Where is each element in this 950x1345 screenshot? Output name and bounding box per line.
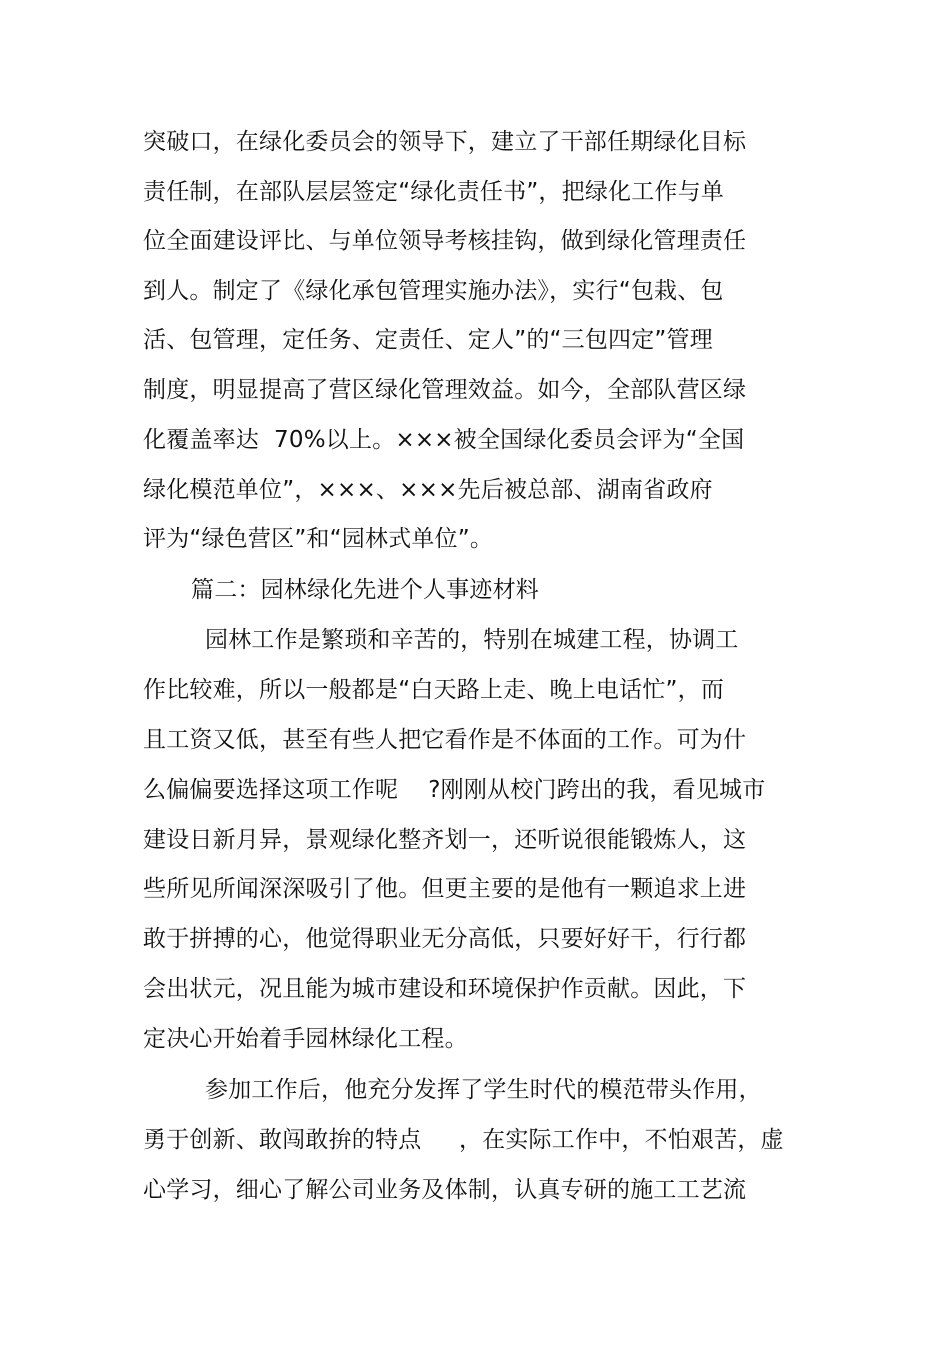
text-line: 么偏偏要选择这项工作呢 ?刚刚从校门跨出的我，看见城市	[143, 777, 766, 803]
text-line: 会出状元，况且能为城市建设和环境保护作贡献。因此，下	[143, 976, 747, 1002]
text-line: 位全面建设评比、与单位领导考核挂钩，做到绿化管理责任	[143, 228, 747, 254]
text-line: 敢于拼搏的心，他觉得职业无分高低，只要好好干，行行都	[143, 926, 747, 952]
text-line: 制度，明显提高了营区绿化管理效益。如今，全部队营区绿	[143, 377, 747, 403]
text-line: 勇于创新、敢闯敢拚的特点 ，在实际工作中，不怕艰苦，虚	[143, 1127, 784, 1153]
section-heading: 篇二：园林绿化先进个人事迹材料	[191, 577, 539, 603]
text-line: 心学习，细心了解公司业务及体制，认真专研的施工工艺流	[143, 1177, 747, 1203]
text-line: 些所见所闻深深吸引了他。但更主要的是他有一颗追求上进	[143, 876, 747, 902]
text-line: 参加工作后，他充分发挥了学生时代的模范带头作用，	[205, 1077, 762, 1103]
text-line: 化覆盖率达 70%以上。×××被全国绿化委员会评为“全国	[143, 427, 745, 453]
text-line: 到人。制定了《绿化承包管理实施办法》，实行“包栽、包	[143, 278, 724, 304]
text-line: 活、包管理，定任务、定责任、定人”的“三包四定”管理	[143, 327, 713, 353]
text-line: 作比较难，所以一般都是“白天路上走、晚上电话忙”，而	[143, 677, 725, 703]
text-line: 定决心开始着手园林绿化工程。	[143, 1026, 468, 1052]
text-line: 绿化模范单位”，×××、×××先后被总部、湖南省政府	[143, 477, 713, 503]
text-line: 建设日新月异，景观绿化整齐划一，还听说很能锻炼人，这	[143, 827, 747, 853]
text-line: 且工资又低，甚至有些人把它看作是不体面的工作。可为什	[143, 727, 747, 753]
text-line: 园林工作是繁琐和辛苦的，特别在城建工程，协调工	[205, 627, 739, 653]
text-line: 责任制，在部队层层签定“绿化责任书”，把绿化工作与单	[143, 179, 725, 205]
text-line: 评为“绿色营区”和“园林式单位”。	[143, 526, 494, 552]
text-line: 突破口，在绿化委员会的领导下，建立了干部任期绿化目标	[143, 129, 747, 155]
